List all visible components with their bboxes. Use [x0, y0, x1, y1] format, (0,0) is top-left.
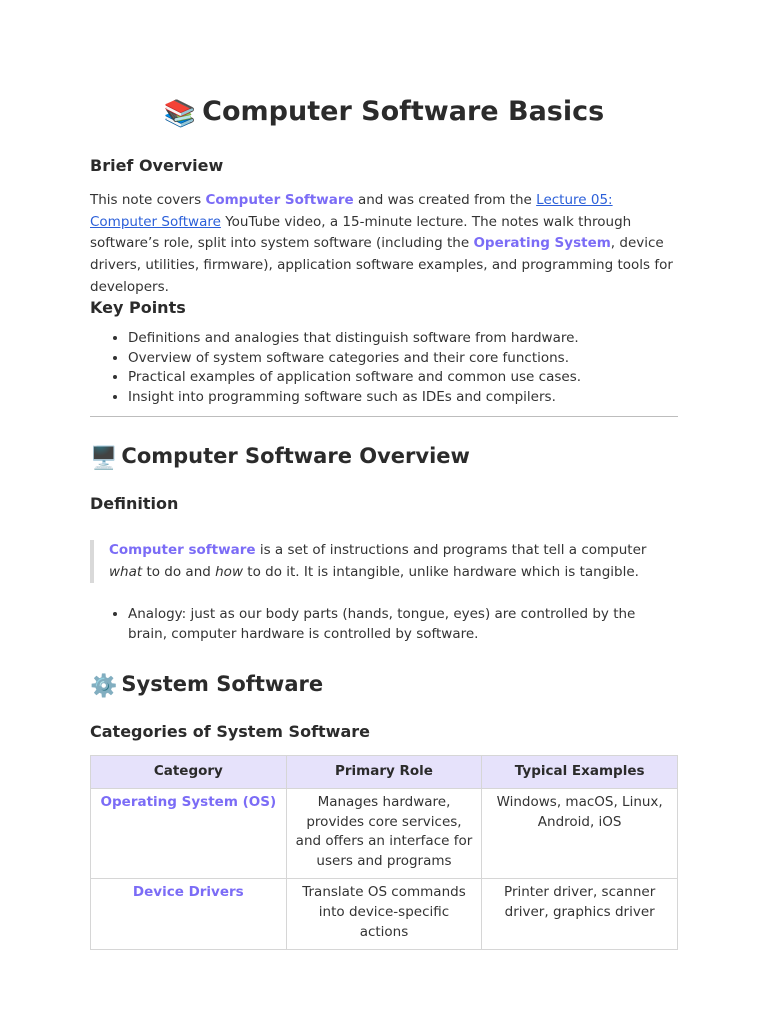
overview-text-4: , device drivers, utilities, firmware), application software examples, and programming tools for developers.: [90, 235, 673, 295]
desktop-computer-icon: 🖥️: [90, 446, 118, 471]
overview-text-2: and was created from the: [353, 192, 537, 208]
quote-emphasis-what: what: [109, 563, 143, 580]
quote-emphasis-how: how: [215, 563, 243, 580]
lecture-link[interactable]: Lecture 05: Computer Software: [90, 192, 613, 230]
categories-heading: Categories of System Software: [90, 722, 370, 741]
brief-overview-paragraph: [90, 190, 678, 299]
table-header-category: Category: [91, 756, 287, 789]
list-item: • Analogy: just as our body parts (hands, tongue, eyes) are controlled by the brain, computer hardware is controlled by software.: [128, 605, 648, 644]
table-cell-role: Translate OS commands into device-specific actions: [286, 879, 482, 950]
table-cell-category: Operating System (OS): [91, 789, 287, 879]
table-header-row: [91, 756, 678, 789]
books-icon: 📚: [163, 99, 197, 129]
quote-text-3: to do it. It is intangible, unlike hardware which is tangible.: [242, 563, 639, 580]
highlight-operating-system: Operating System: [473, 235, 611, 252]
list-item: • Definitions and analogies that distinguish software from hardware.: [128, 329, 581, 349]
definition-heading: Definition: [90, 494, 179, 513]
highlight-computer-software: Computer Software: [205, 192, 354, 208]
key-points-heading: Key Points: [90, 298, 186, 317]
overview-section-heading: [90, 441, 470, 474]
table-row: [91, 789, 678, 879]
gear-icon: ⚙️: [90, 674, 118, 699]
table-row: [91, 879, 678, 950]
definition-blockquote: [90, 540, 678, 583]
list-item: • Practical examples of application software and common use cases.: [128, 368, 581, 388]
system-software-table: [90, 755, 678, 950]
key-points-list: [90, 329, 581, 407]
section-divider: [90, 416, 678, 417]
table-cell-examples: Printer driver, scanner driver, graphics driver: [482, 879, 678, 950]
highlight-computer-software-def: Computer software: [109, 542, 256, 558]
analogy-list: [90, 605, 648, 644]
overview-text-1: This note covers: [90, 192, 206, 208]
page-title: [90, 92, 678, 134]
overview-section-heading-text: Computer Software Overview: [121, 444, 470, 468]
quote-text-1: is a set of instructions and programs that tell a computer: [255, 542, 647, 558]
overview-text-3: YouTube video, a 15-minute lecture. The notes walk through software’s role, split into system software (including the: [90, 213, 632, 252]
table-header-role: Primary Role: [286, 756, 482, 789]
list-item: • Insight into programming software such as IDEs and compilers.: [128, 388, 581, 408]
quote-text-2: to do and: [142, 563, 216, 580]
system-section-heading: [90, 669, 323, 702]
system-section-heading-text: System Software: [121, 672, 324, 696]
table-cell-category: Device Drivers: [91, 879, 287, 950]
page-title-text: Computer Software Basics: [202, 96, 605, 127]
table-cell-examples: Windows, macOS, Linux, Android, iOS: [482, 789, 678, 879]
list-item: • Overview of system software categories and their core functions.: [128, 349, 581, 369]
table-cell-role: Manages hardware, provides core services, and offers an interface for users and programs: [286, 789, 482, 879]
brief-overview-heading: Brief Overview: [90, 156, 224, 175]
table-header-examples: Typical Examples: [482, 756, 678, 789]
